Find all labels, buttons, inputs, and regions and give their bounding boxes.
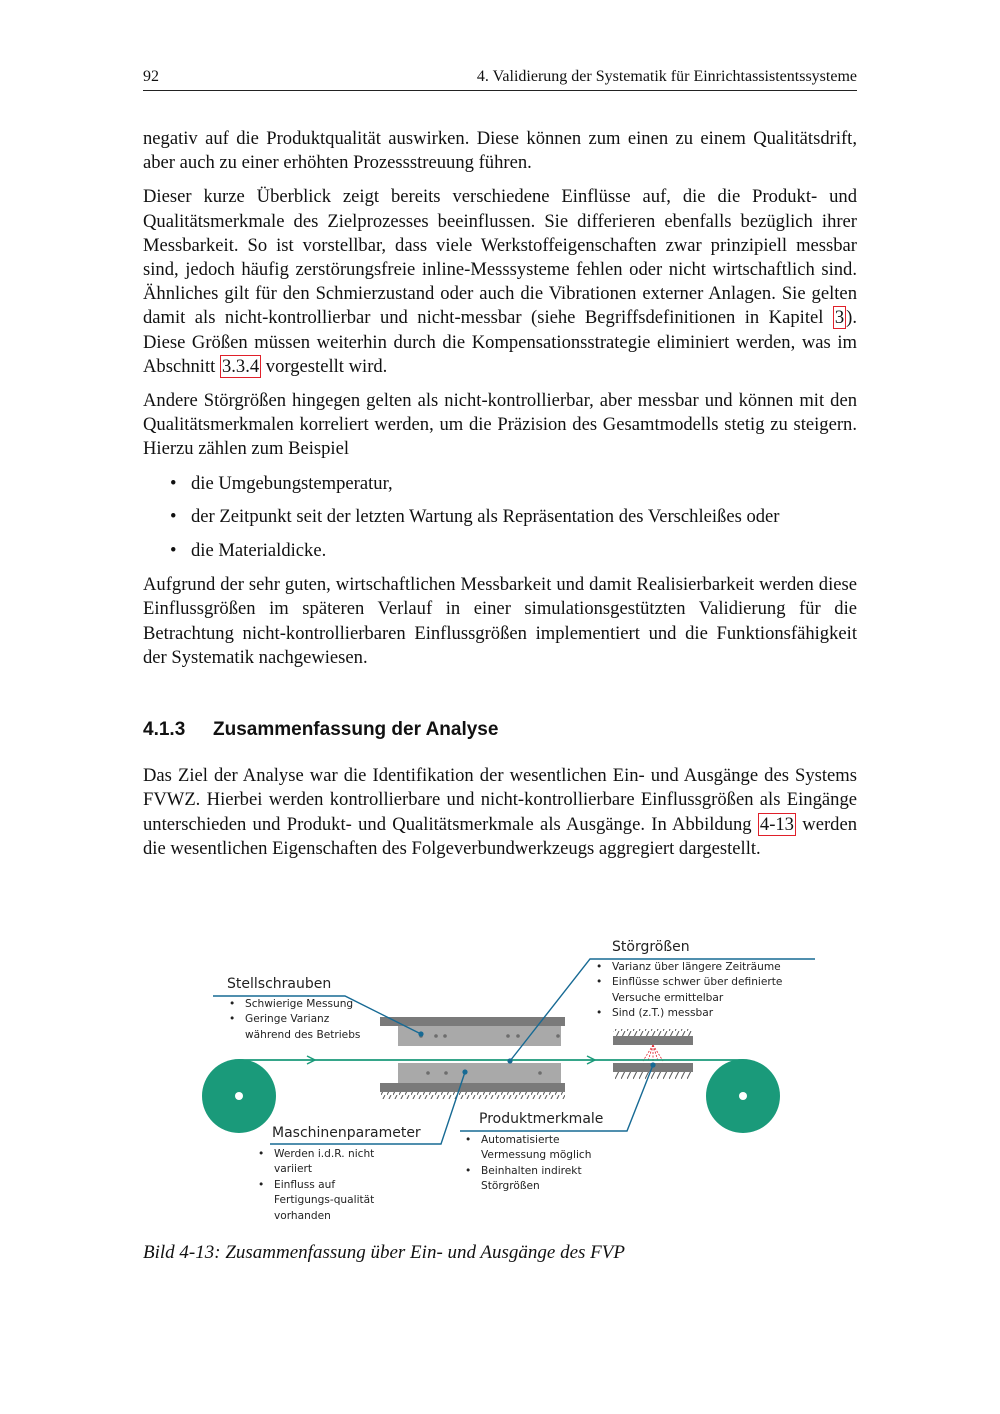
coil-left (202, 1059, 276, 1133)
paragraph: Andere Störgrößen hingegen gelten als nicht-kontrollierbar, aber messbar und können mit den Qualitätsmerkmalen korreliert werden, um die Präzision des Gesamtmodells stetig zu steigern. Hierzu zählen zum Beispiel (143, 390, 857, 460)
maschinenparameter-callout (272, 1125, 421, 1224)
paragraph: negativ auf die Produktqualität auswirken. Diese können zum einen zu einem Qualitätsdrift, aber auch zu einer erhöhten Prozessstreuung führen. (143, 128, 857, 174)
callout-title: Produktmerkmale (479, 1111, 604, 1127)
chapter-ref-link[interactable]: 3 (834, 307, 845, 329)
callout-title: Störgrößen (612, 939, 690, 955)
callout-title: Stellschrauben (227, 976, 332, 992)
caption-text: : Zusammenfassung über Ein- und Ausgänge des FVP (214, 1242, 626, 1263)
paragraph (143, 185, 857, 379)
paragraph (143, 764, 857, 861)
stellschrauben-callout (227, 976, 377, 1043)
measuring-station (613, 1029, 693, 1079)
callout-list (463, 1133, 603, 1195)
callout-item: • Beinhalten indirekt Störgrößen (463, 1164, 603, 1195)
callout-item: • Geringe Varianz während des Betriebs (227, 1012, 377, 1043)
page-number: 92 (143, 68, 159, 85)
callout-list (256, 1147, 396, 1224)
list-item: • der Zeitpunkt seit der letzten Wartung als Repräsentation des Verschleißes oder (143, 505, 857, 529)
section-heading (143, 718, 857, 742)
callout-list (227, 997, 377, 1043)
list-item: • die Materialdicke. (143, 539, 857, 563)
callout-title: Maschinenparameter (272, 1125, 421, 1141)
callout-item: • Einfluss auf Fertigungs-qualität vorhanden (256, 1178, 396, 1224)
figure-ref-link[interactable]: 4-13 (759, 813, 794, 835)
text-run: ). Diese Größen müssen weiterhin durch die Kompensationsstrategie eliminiert werden, was im Abschnitt (143, 307, 857, 377)
list-item: • die Umgebungstemperatur, (143, 472, 857, 496)
callout-item: • Varianz über längere Zeiträume (594, 960, 790, 975)
lower-die (380, 1063, 565, 1099)
section-title: Zusammenfassung der Analyse (213, 719, 499, 741)
caption-label: Bild 4-13 (143, 1242, 215, 1263)
callout-item: • Automatisierte Vermessung möglich (463, 1133, 603, 1164)
callout-list (594, 960, 790, 1022)
running-header (143, 66, 857, 91)
text-run: werden die wesentlichen Eigenschaften des Folgeverbundwerkzeugs aggregiert dargestellt. (143, 813, 857, 859)
figure-diagram (195, 935, 825, 1220)
bullet-list (143, 472, 857, 564)
section-number: 4.1.3 (143, 719, 186, 741)
strip-material (239, 1056, 743, 1064)
figure-caption (143, 1242, 625, 1264)
chapter-title: 4. Validierung der Systematik für Einrichtassistentssysteme (476, 68, 857, 85)
body-text (143, 127, 857, 871)
coil-right (706, 1059, 780, 1133)
produktmerkmale-callout (479, 1111, 603, 1195)
upper-die (380, 1017, 565, 1046)
text-run: Das Ziel der Analyse war die Identifikation der wesentlichen Ein- und Ausgänge des Systems FVWZ. Hierbei werden kontrollierbare und nicht-kontrollierbare Einflussgrößen als Eingänge unterschieden und Produkt- und Qualitätsmerkmale als Ausgänge. In Abbildung (143, 765, 857, 835)
paragraph: Aufgrund der sehr guten, wirtschaftlichen Messbarkeit und damit Realisierbarkeit werden diese Einflussgrößen im späteren Verlauf in einer simulationsgestützten Validierung für die Betrachtung nicht-kontrollierbaren Einflussgrößen implementiert und die Funktionsfähigkeit der Systematik nachgewiesen. (143, 574, 857, 668)
callout-item: • Schwierige Messung (227, 997, 377, 1012)
text-run: vorgestellt wird. (261, 355, 388, 377)
callout-item: • Werden i.d.R. nicht variiert (256, 1147, 396, 1178)
stoergroessen-callout (612, 939, 790, 1022)
callout-item: • Einflüsse schwer über definierte Versuche ermittelbar (594, 975, 790, 1006)
section-ref-link[interactable]: 3.3.4 (221, 355, 260, 377)
text-run: Dieser kurze Überblick zeigt bereits verschiedene Einflüsse auf, die die Produkt- und Qualitätsmerkmale des Zielprozesses beeinflussen. Sie differieren ebenfalls bezüglich ihrer Messbarkeit. So ist vorstellbar, dass viele Werkstoffeigenschaften zwar prinzipiell messbar sind, jedoch häufig zerstörungsfreie inline-Messsysteme fehlen oder nicht wirtschaftlich sind. Ähnliches gilt für den Schmierzustand oder auch die Vibrationen externer Anlagen. Sie gelten damit als nicht-kontrollierbar und nicht-messbar (siehe Begriffsdefinitionen in Kapitel (143, 186, 857, 329)
callout-item: • Sind (z.T.) messbar (594, 1006, 790, 1021)
